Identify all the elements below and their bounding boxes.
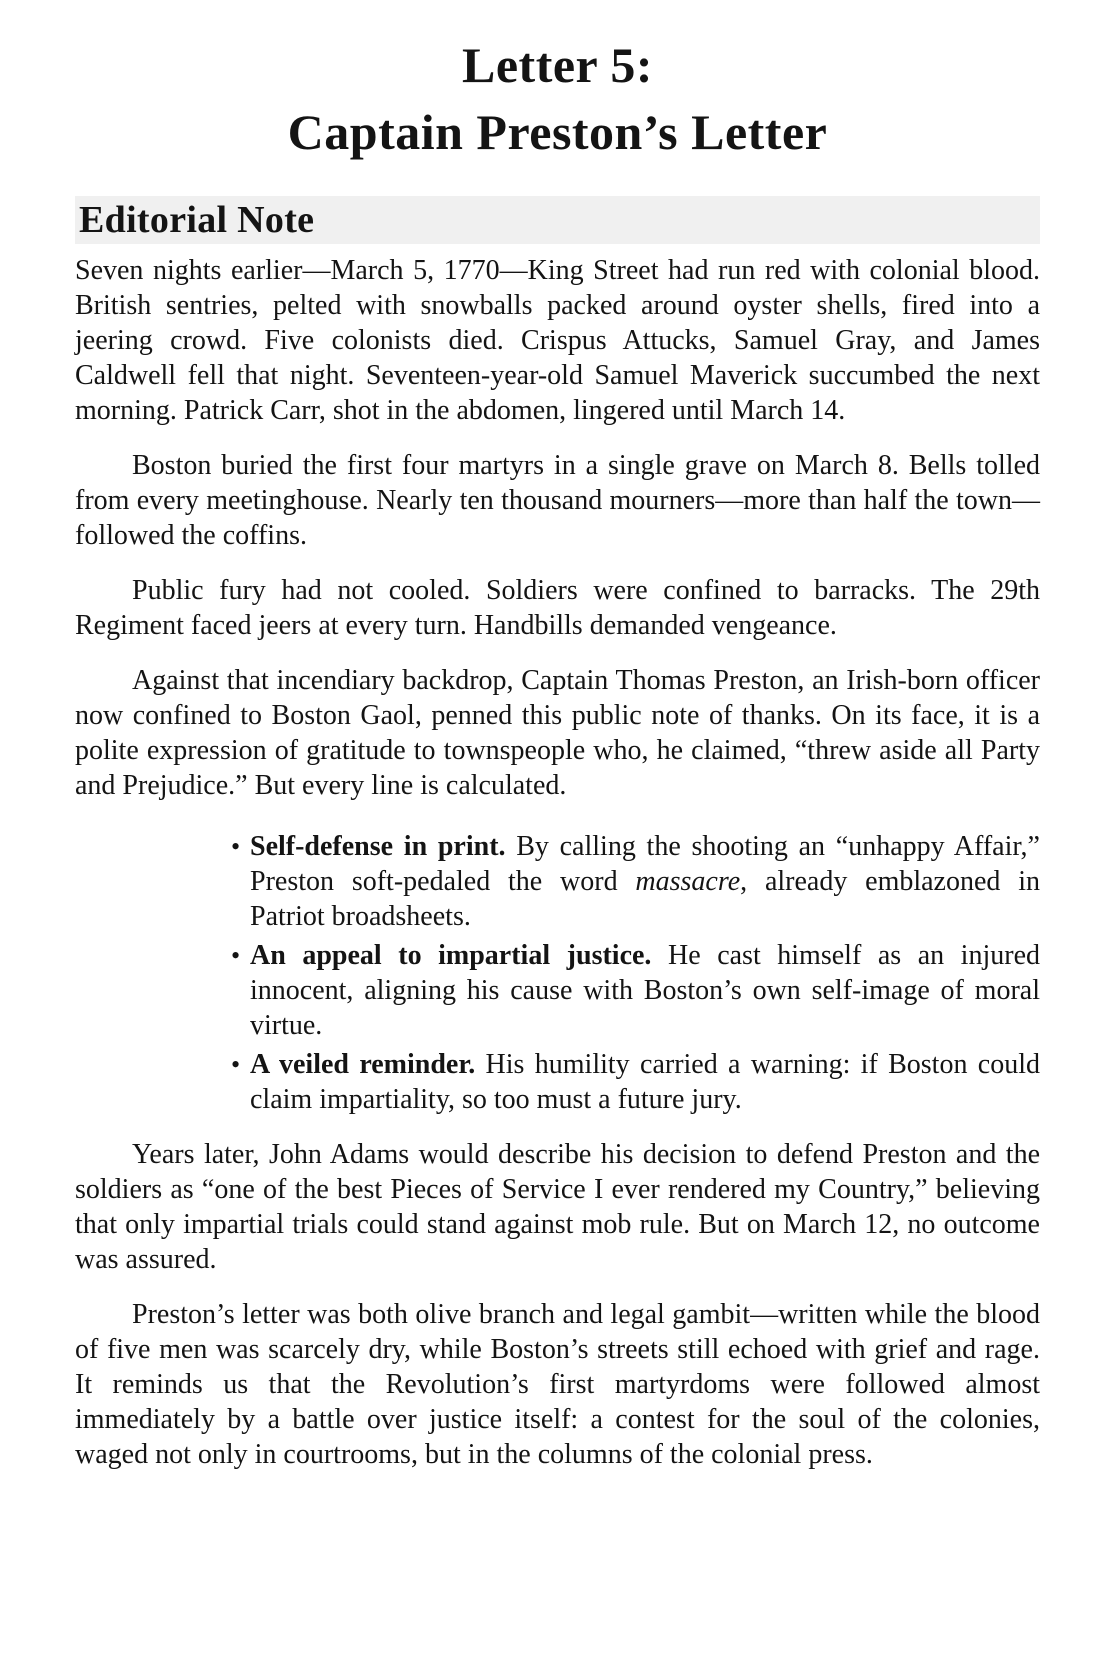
bullet-lead: A veiled reminder. — [250, 1049, 476, 1080]
paragraph-1: Seven nights earlier—March 5, 1770—King Street had run red with colonial blood. British sentries, pelted with snowballs packed around oyster shells, fired into a jeering crowd. Five colonists died. Crispus Attucks, Samuel Gray, and James Caldwell fell that night. Seventeen-year-old Samuel Maverick succumbed the next morning. Patrick Carr, shot in the abdomen, lingered until March 14. — [75, 255, 1040, 426]
paragraph-3: Public fury had not cooled. Soldiers were confined to barracks. The 29th Regiment faced jeers at every turn. Handbills demanded vengeance. — [75, 575, 1040, 641]
bullet-item-veiled-reminder — [231, 1047, 1041, 1117]
bullet-item-impartial-justice — [231, 938, 1040, 1043]
paragraph-2: Boston buried the first four martyrs in a single grave on March 8. Bells tolled from every meetinghouse. Nearly ten thousand mourners—more than half the town—followed the coffins. — [75, 450, 1040, 551]
section-heading-editorial-note: Editorial Note — [75, 196, 1040, 244]
bullet-text: , already emblazoned in Patriot broadsheets. — [250, 866, 1040, 932]
bullet-icon: • — [231, 1050, 241, 1079]
page-title-line1: Letter 5: — [462, 37, 653, 93]
paragraph-4: Against that incendiary backdrop, Captain Thomas Preston, an Irish-born officer now confined to Boston Gaol, penned this public note of thanks. On its face, it is a polite expression of gratitude to townspeople who, he claimed, “threw aside all Party and Prejudice.” But every line is calculated. — [75, 665, 1040, 801]
paragraph-6: Preston’s letter was both olive branch and legal gambit—written while the blood of five men was scarcely dry, while Boston’s streets still echoed with grief and rage. It reminds us that the Revolution’s first martyrdoms were followed almost immediately by a battle over justice itself: a contest for the soul of the colonies, waged not only in courtrooms, but in the columns of the colonial press. — [75, 1299, 1040, 1470]
bullet-icon: • — [231, 941, 241, 970]
bullet-text: He cast himself as an injured innocent, aligning his cause with Boston’s own self-image of moral virtue. — [250, 940, 1040, 1041]
paragraph-5: Years later, John Adams would describe his decision to defend Preston and the soldiers as “one of the best Pieces of Service I ever rendered my Country,” believing that only impartial trials could stand against mob rule. But on March 12, no outcome was assured. — [75, 1139, 1040, 1275]
bullet-text: His humility carried a warning: if Boston could claim impartiality, so too must a future jury. — [250, 1049, 1041, 1115]
bullet-lead: Self-defense in print. — [250, 831, 506, 862]
bullet-icon: • — [231, 832, 241, 861]
bullet-item-self-defense — [231, 829, 1040, 934]
bullet-italic-word: massacre — [635, 866, 741, 897]
page-title — [75, 32, 1040, 166]
page-title-line2: Captain Preston’s Letter — [287, 104, 828, 160]
bullet-list — [75, 823, 1040, 1117]
bullet-text: By calling the shooting an “unhappy Affair,” Preston soft-pedaled the word — [250, 831, 1040, 897]
bullet-lead: An appeal to impartial justice. — [250, 940, 652, 971]
